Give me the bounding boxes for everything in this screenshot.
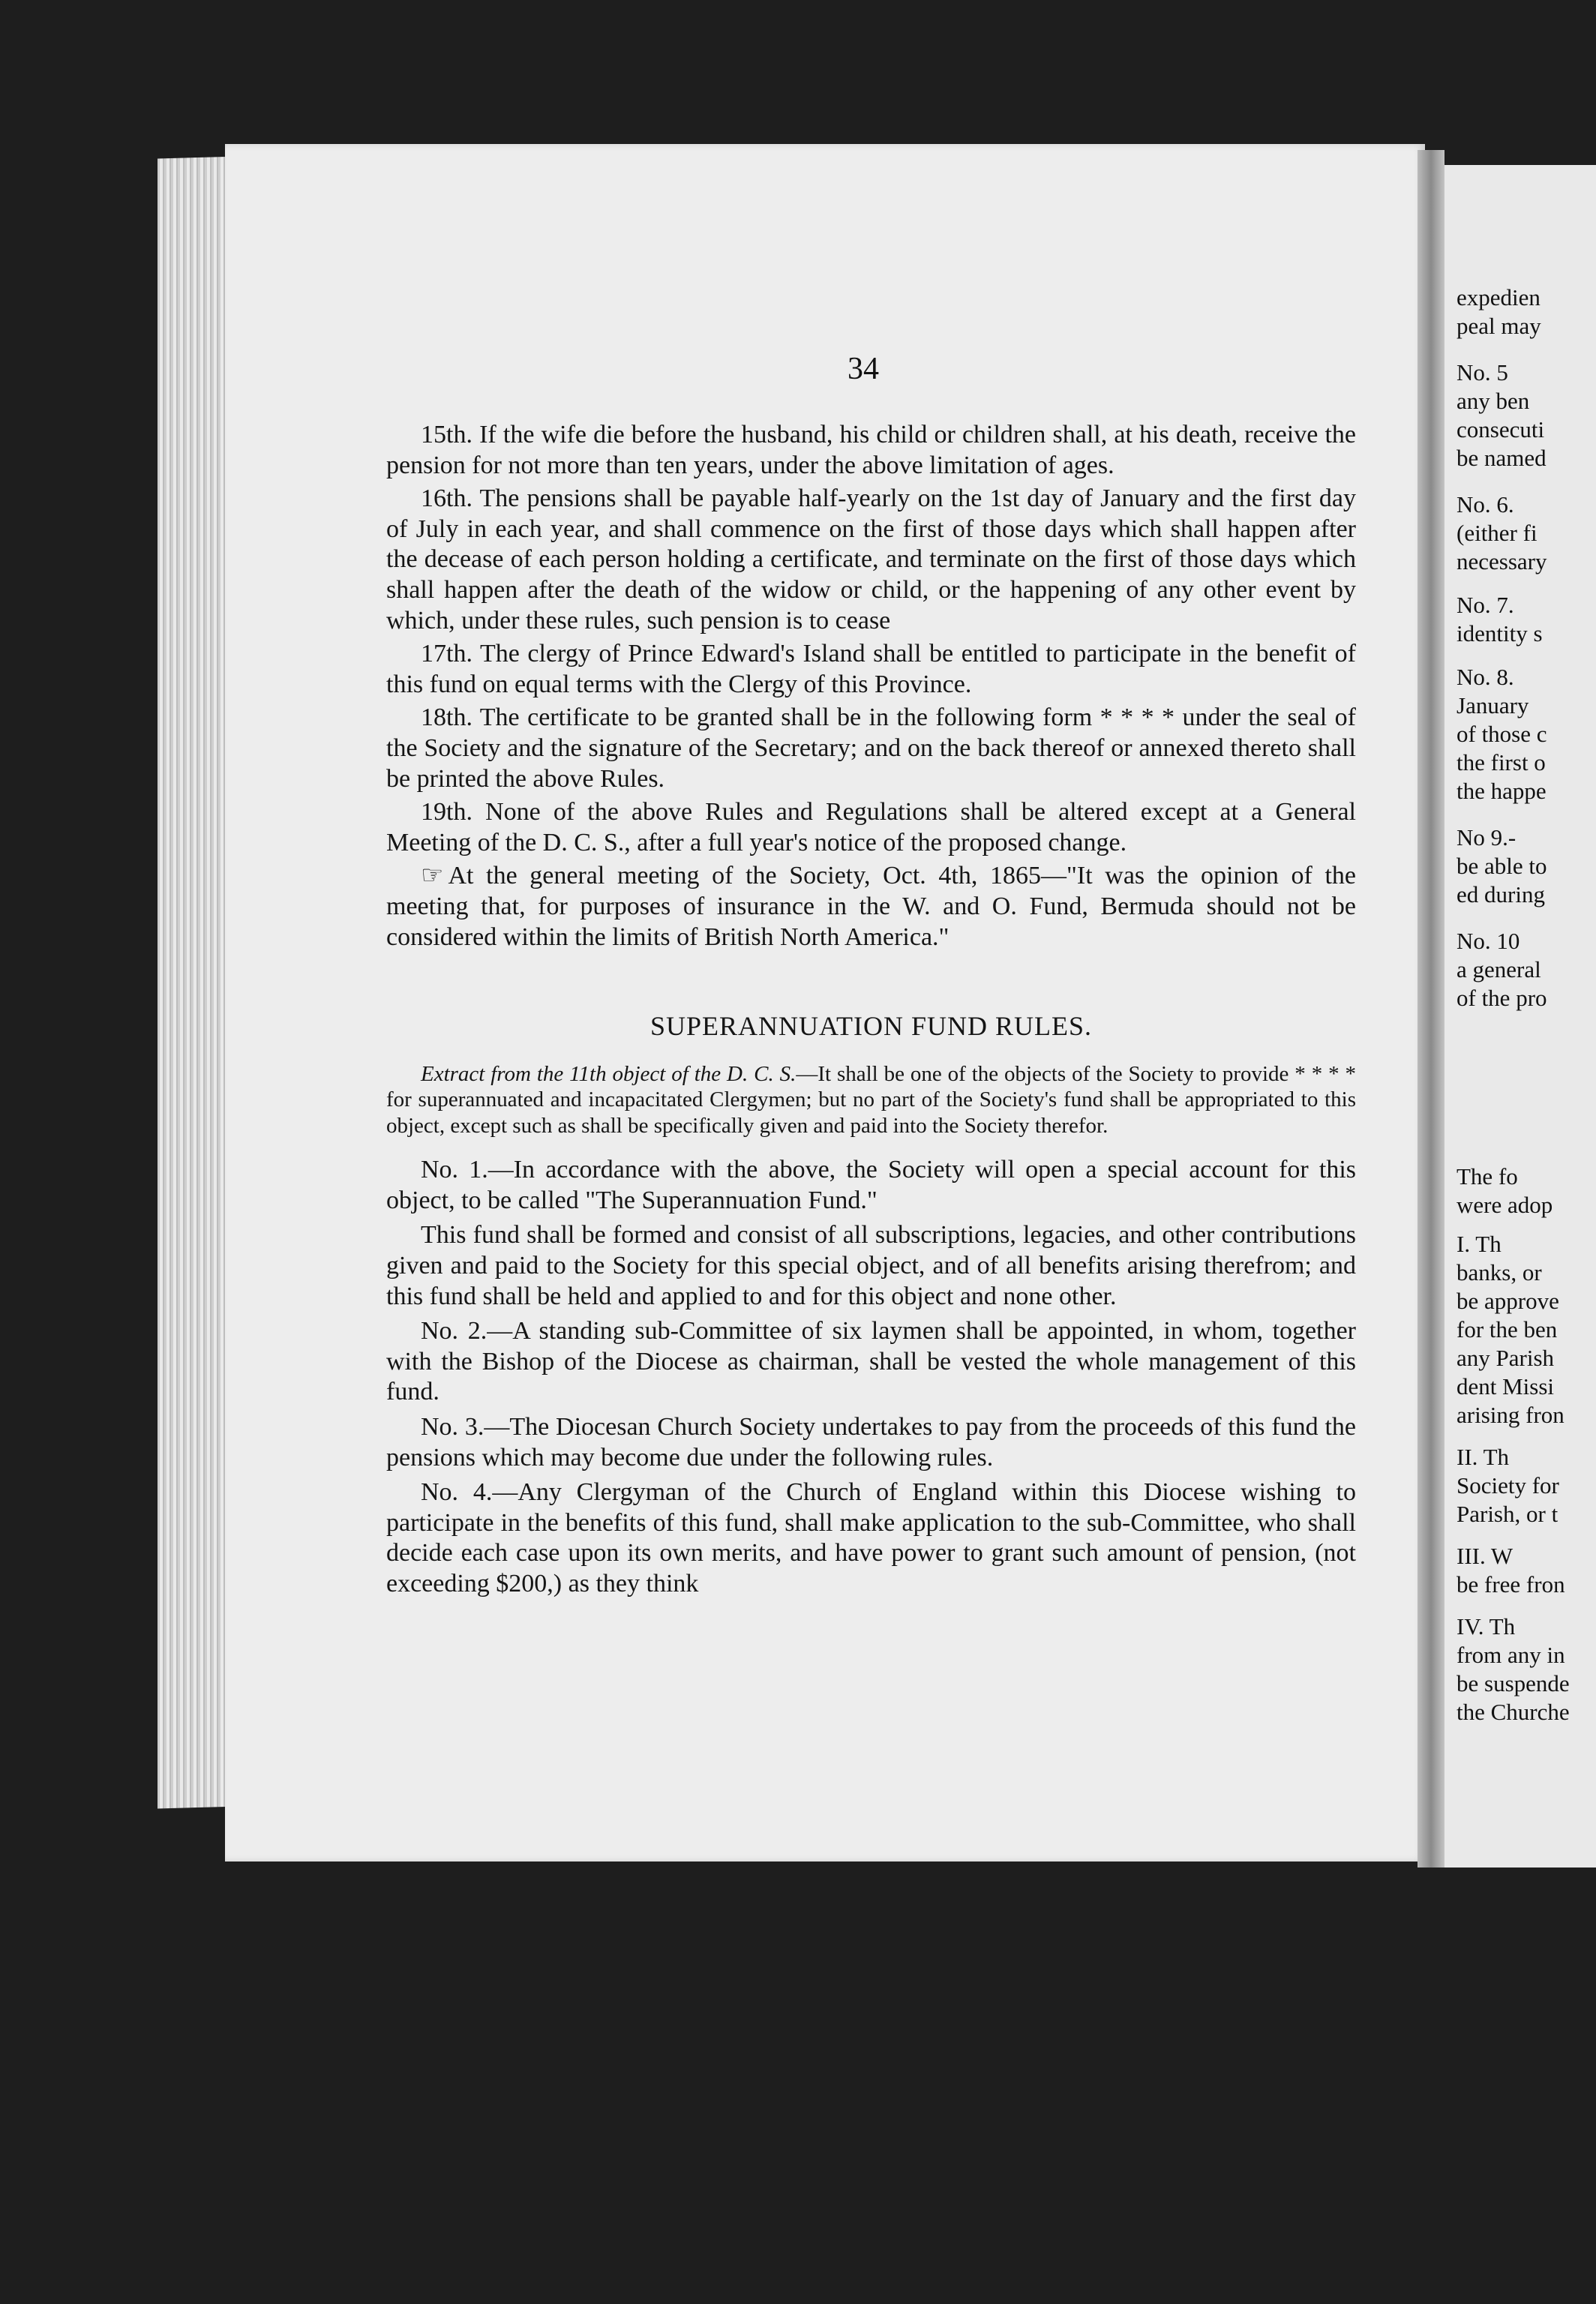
facing-page-line: consecuti bbox=[1456, 416, 1545, 442]
section-heading: SUPERANNUATION FUND RULES. bbox=[650, 1011, 1093, 1042]
rule-paragraph: 18th. The certificate to be granted shall be in the following form * * * * under the seal of the Society and the signature of the Secretary; and on the back thereof or annexed thereto shall be printed the above Rules. bbox=[386, 704, 1356, 793]
facing-page-line: No. 5 bbox=[1456, 359, 1508, 386]
facing-page-line: the Churche bbox=[1456, 1699, 1570, 1725]
superannuation-rule: No. 4.—Any Clergyman of the Church of England within this Diocese wishing to participate in the benefits of this fund, shall make application to the sub-Committee, who shall decide each case upon its own merits, and have power to grant such amount of pension, (not exceeding $200,) as they think bbox=[386, 1478, 1356, 1598]
facing-page-line: be free fron bbox=[1456, 1571, 1565, 1598]
facing-page-line: necessary bbox=[1456, 548, 1547, 574]
facing-page bbox=[1440, 165, 1596, 1868]
facing-page-line: arising fron bbox=[1456, 1402, 1564, 1428]
facing-page-line: The fo bbox=[1456, 1163, 1518, 1190]
meeting-notice-text: At the general meeting of the Society, Oct. 4th, 1865—"It was the opinion of the meeting that, for purposes of insurance in the W. and O. Fund, Bermuda should not be considered within the limits of British North America." bbox=[386, 862, 1356, 951]
facing-page-line: of the pro bbox=[1456, 985, 1547, 1011]
facing-page-line: No. 6. bbox=[1456, 491, 1514, 518]
facing-page-line: II. Th bbox=[1456, 1444, 1510, 1470]
facing-page-line: the happe bbox=[1456, 778, 1546, 804]
facing-page-line: the first o bbox=[1456, 749, 1546, 776]
page-number: 34 bbox=[848, 352, 879, 386]
facing-page-line: be approve bbox=[1456, 1288, 1559, 1314]
facing-page-line: peal may bbox=[1456, 313, 1541, 339]
pointing-hand-icon: ☞ bbox=[421, 862, 444, 890]
rule-paragraph: 16th. The pensions shall be payable half-yearly on the 1st day of January and the first day of July in each year, and shall commence on the first of those days which shall happen after the decease of each person holding a certificate, and terminate on the first of those days which shall happen after the death of the widow or child, or the happening of any other event by which, under these rules, such pension is to cease bbox=[386, 484, 1356, 634]
book-gutter bbox=[1418, 150, 1444, 1868]
rule-paragraph: 19th. None of the above Rules and Regulations shall be altered except at a General Meeting of the D. C. S., after a full year's notice of the proposed change. bbox=[386, 798, 1356, 856]
meeting-notice bbox=[386, 861, 1356, 952]
facing-page-line: I. Th bbox=[1456, 1231, 1502, 1257]
facing-page-line: expedien bbox=[1456, 284, 1540, 310]
facing-page-line: were adop bbox=[1456, 1192, 1553, 1218]
facing-page-line: identity s bbox=[1456, 620, 1543, 646]
facing-page-line: from any in bbox=[1456, 1642, 1565, 1668]
facing-page-line: ed during bbox=[1456, 881, 1545, 908]
facing-page-line: Parish, or t bbox=[1456, 1501, 1558, 1527]
facing-page-line: be suspende bbox=[1456, 1670, 1570, 1696]
facing-page-line: for the ben bbox=[1456, 1316, 1558, 1342]
superannuation-rule: No. 1.—In accordance with the above, the Society will open a special account for this object, to be called "The Superannuation Fund." bbox=[386, 1156, 1356, 1214]
facing-page-line: No. 8. bbox=[1456, 664, 1514, 690]
facing-page-line: any Parish bbox=[1456, 1345, 1555, 1371]
extract-label: Extract from the 11th object of the D. C. S. bbox=[421, 1061, 796, 1086]
facing-page-line: of those c bbox=[1456, 721, 1547, 747]
facing-page-line: (either fi bbox=[1456, 520, 1538, 546]
facing-page-line: a general bbox=[1456, 956, 1541, 982]
facing-page-line: No. 7. bbox=[1456, 592, 1514, 618]
facing-page-line: banks, or bbox=[1456, 1259, 1542, 1286]
facing-page-line: dent Missi bbox=[1456, 1373, 1555, 1400]
rule-paragraph: 15th. If the wife die before the husband, his child or children shall, at his death, receive the pension for not more than ten years, under the above limitation of ages. bbox=[386, 421, 1356, 479]
rule-paragraph: 17th. The clergy of Prince Edward's Island shall be entitled to participate in the benefit of this fund on equal terms with the Clergy of this Province. bbox=[386, 640, 1356, 698]
facing-page-line: No. 10 bbox=[1456, 928, 1520, 954]
facing-page-line: Society for bbox=[1456, 1472, 1559, 1498]
superannuation-rule: No. 2.—A standing sub-Committee of six laymen shall be appointed, in whom, together with the Bishop of the Diocese as chairman, shall be vested the whole management of this fund. bbox=[386, 1317, 1356, 1406]
facing-page-line: be able to bbox=[1456, 853, 1547, 879]
facing-page-line: IV. Th bbox=[1456, 1613, 1516, 1640]
facing-page-line: January bbox=[1456, 692, 1529, 718]
facing-page-line: be named bbox=[1456, 445, 1546, 471]
superannuation-rule: No. 3.—The Diocesan Church Society undertakes to pay from the proceeds of this fund the pensions which may become due under the following rules. bbox=[386, 1412, 1356, 1472]
facing-page-line: any ben bbox=[1456, 388, 1530, 414]
facing-page-line: III. W bbox=[1456, 1543, 1514, 1569]
extract-text: —It shall be one of the objects of the Society to provide * * * * for superannuated and incapacitated Clergymen; but no part of the Society's fund shall be appropriated to this object, except such as shall be specifically given and paid into the Society therefor. bbox=[386, 1061, 1356, 1138]
superannuation-rule: This fund shall be formed and consist of all subscriptions, legacies, and other contributions given and paid to the Society for this special object, and of all benefits arising therefrom; and this fund shall be held and applied to and for this object and none other. bbox=[386, 1221, 1356, 1310]
facing-page-line: No 9.- bbox=[1456, 824, 1516, 850]
extract-paragraph bbox=[386, 1061, 1356, 1139]
page-body bbox=[386, 420, 1356, 1604]
